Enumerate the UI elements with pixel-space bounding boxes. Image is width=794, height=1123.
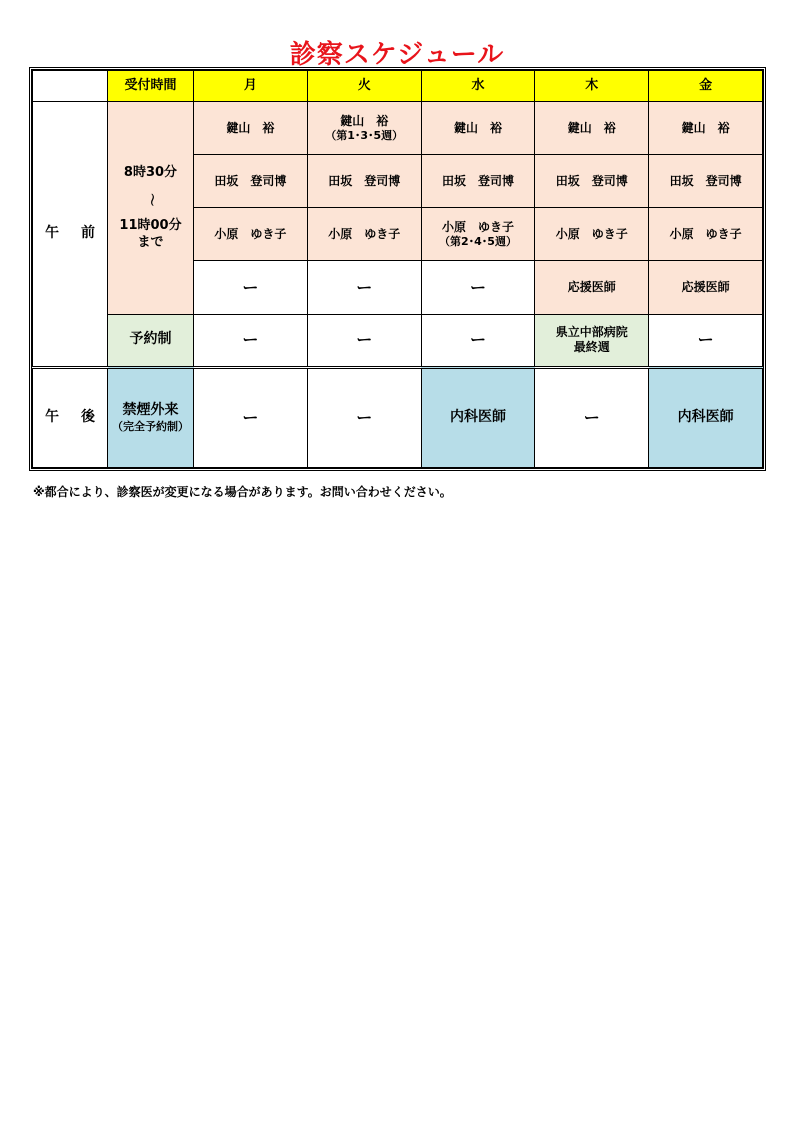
schedule-table	[29, 67, 766, 471]
morning-label-a: 午	[45, 225, 59, 242]
footnote: ※都合により、診察医が変更になる場合があります。お問い合わせください。	[33, 485, 452, 499]
cell-pm-mon: ー	[194, 367, 308, 467]
cell-m4-fri	[649, 261, 763, 314]
cell-text: 県立中部病院	[555, 325, 628, 340]
cell-m5-fri	[649, 314, 763, 367]
time-separator: 〜	[143, 193, 159, 207]
cell-text: ー	[356, 330, 373, 350]
cell-text: 鍵山 裕	[567, 120, 616, 135]
cell-text: 小原 ゆき子	[669, 226, 742, 241]
cell-m5-tue	[307, 314, 421, 367]
cell-text: 田坂 登司博	[214, 173, 287, 188]
cell-m4-thu	[535, 261, 649, 314]
cell-text: 小原 ゆき子	[328, 226, 401, 241]
cell-text: 小原 ゆき子	[555, 226, 628, 241]
afternoon-label-b: 後	[81, 409, 95, 426]
header-day-wed: 水	[421, 71, 535, 102]
cell-text: ー	[356, 277, 373, 297]
cell-m2-tue	[307, 155, 421, 208]
cell-m1-tue	[307, 102, 421, 155]
cell-text: 鍵山 裕	[453, 120, 502, 135]
cell-pm-thu: ー	[535, 367, 649, 467]
cell-m3-mon	[194, 208, 308, 261]
clinic-note: （完全予約制）	[112, 419, 189, 433]
time-until: まで	[137, 235, 164, 251]
time-from: 8時30分	[123, 164, 178, 180]
cell-m3-tue	[307, 208, 421, 261]
cell-m3-thu	[535, 208, 649, 261]
page-title: 診察スケジュール	[289, 40, 505, 70]
cell-text: ー	[697, 330, 714, 350]
afternoon-row	[33, 367, 763, 467]
morning-reception-time	[108, 102, 194, 315]
cell-text: 小原 ゆき子	[214, 226, 287, 241]
cell-text: 鍵山 裕	[340, 113, 389, 128]
cell-m1-thu	[535, 102, 649, 155]
cell-m4-tue	[307, 261, 421, 314]
header-day-tue: 火	[307, 71, 421, 102]
morning-row-1	[33, 102, 763, 155]
cell-m4-mon	[194, 261, 308, 314]
reservation-label: 予約制	[108, 314, 194, 367]
header-day-fri: 金	[649, 71, 763, 102]
cell-pm-wed: 内科医師	[421, 367, 535, 467]
cell-m4-wed	[421, 261, 535, 314]
cell-text: 田坂 登司博	[669, 173, 742, 188]
cell-text: 最終週	[573, 340, 610, 355]
cell-pm-tue: ー	[307, 367, 421, 467]
cell-m1-wed	[421, 102, 535, 155]
clinic-name: 禁煙外来	[122, 402, 179, 419]
cell-m1-fri	[649, 102, 763, 155]
cell-m3-wed	[421, 208, 535, 261]
afternoon-clinic	[108, 367, 194, 467]
afternoon-label	[33, 367, 108, 467]
time-to: 11時00分	[119, 217, 182, 233]
header-reception: 受付時間	[108, 71, 194, 102]
header-corner	[33, 71, 108, 102]
header-day-thu: 木	[535, 71, 649, 102]
cell-m5-thu	[535, 314, 649, 367]
cell-text: 応援医師	[567, 280, 616, 295]
cell-m5-mon	[194, 314, 308, 367]
header-day-mon: 月	[194, 71, 308, 102]
cell-text: 小原 ゆき子	[441, 220, 514, 235]
cell-text: （第2･4･5週）	[439, 235, 517, 249]
morning-label	[33, 102, 108, 368]
cell-text: ー	[242, 330, 259, 350]
cell-text: ー	[242, 277, 259, 297]
morning-row-5	[33, 314, 763, 367]
cell-text: 田坂 登司博	[441, 173, 514, 188]
cell-m2-fri	[649, 155, 763, 208]
cell-text: （第1･3･5週）	[325, 128, 404, 142]
cell-text: 田坂 登司博	[555, 173, 628, 188]
cell-m2-thu	[535, 155, 649, 208]
cell-m2-mon	[194, 155, 308, 208]
cell-text: ー	[469, 277, 486, 297]
header-row	[33, 71, 763, 102]
cell-text: 応援医師	[681, 280, 730, 295]
cell-text: 田坂 登司博	[328, 173, 401, 188]
morning-label-b: 前	[81, 225, 95, 242]
cell-pm-fri: 内科医師	[649, 367, 763, 467]
cell-text: ー	[469, 330, 486, 350]
afternoon-label-a: 午	[45, 409, 59, 426]
cell-text: 鍵山 裕	[681, 120, 730, 135]
cell-m1-mon	[194, 102, 308, 155]
cell-m2-wed	[421, 155, 535, 208]
cell-m3-fri	[649, 208, 763, 261]
cell-text: 鍵山 裕	[226, 120, 275, 135]
cell-m5-wed	[421, 314, 535, 367]
